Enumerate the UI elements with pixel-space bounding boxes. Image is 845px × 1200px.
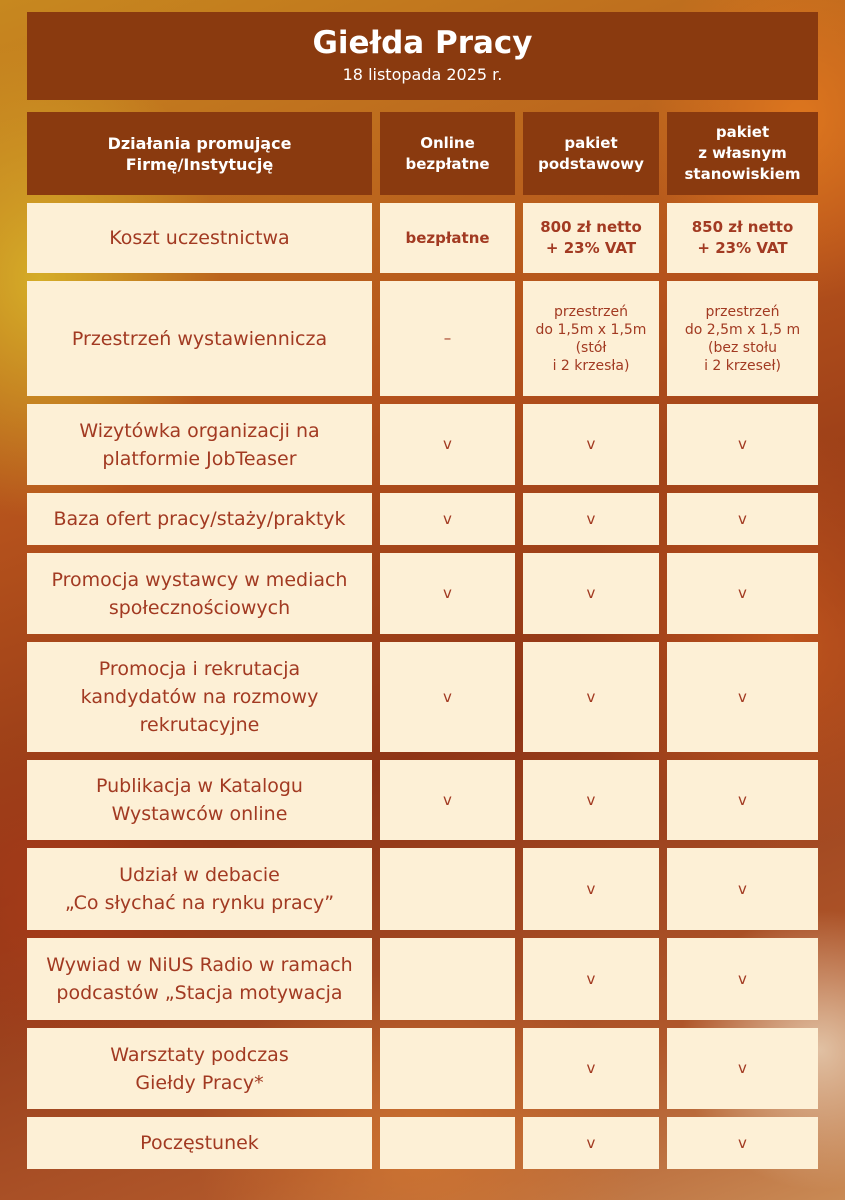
cell-online [380,938,515,1020]
cell-stand: v [667,1028,818,1109]
cell-basic: v [523,1028,659,1109]
cell-basic: v [523,938,659,1020]
row-label: Wywiad w NiUS Radio w ramach podcastów „Stacja motywacja [27,938,372,1020]
row-label: Przestrzeń wystawiennicza [27,281,372,396]
cell-basic: v [523,493,659,545]
cell-basic: v [523,1117,659,1169]
cell-online [380,1117,515,1169]
pricing-table [27,112,818,1169]
cell-stand: v [667,938,818,1020]
cell-online: v [380,553,515,634]
column-header-online: Online bezpłatne [380,112,515,195]
page-header [27,12,818,100]
row-label: Warsztaty podczas Giełdy Pracy* [27,1028,372,1109]
cell-online: v [380,404,515,485]
row-label: Udział w debacie „Co słychać na rynku pracy” [27,848,372,930]
cell-stand: 850 zł netto + 23% VAT [667,203,818,273]
cell-stand: v [667,760,818,840]
row-label: Promocja wystawcy w mediach społecznościowych [27,553,372,634]
cell-basic: przestrzeń do 1,5m x 1,5m (stół i 2 krzesła) [523,281,659,396]
cell-stand: v [667,493,818,545]
column-header-activities: Działania promujące Firmę/Instytucję [27,112,372,195]
cell-online [380,848,515,930]
event-date: 18 listopada 2025 r. [342,65,503,84]
cell-stand: v [667,642,818,752]
page-title: Giełda Pracy [312,25,533,61]
cell-basic: v [523,553,659,634]
row-label: Promocja i rekrutacja kandydatów na rozmowy rekrutacyjne [27,642,372,752]
cell-basic: v [523,642,659,752]
cell-online [380,1028,515,1109]
cell-stand: v [667,553,818,634]
cell-online: v [380,493,515,545]
cell-stand: v [667,1117,818,1169]
row-label: Wizytówka organizacji na platformie JobTeaser [27,404,372,485]
cell-stand: przestrzeń do 2,5m x 1,5 m (bez stołu i 2 krzeseł) [667,281,818,396]
row-label: Baza ofert pracy/staży/praktyk [27,493,372,545]
cell-online: – [380,281,515,396]
cell-online: v [380,642,515,752]
column-header-stand: pakiet z własnym stanowiskiem [667,112,818,195]
cell-online: v [380,760,515,840]
row-label: Publikacja w Katalogu Wystawców online [27,760,372,840]
row-label: Poczęstunek [27,1117,372,1169]
row-label: Koszt uczestnictwa [27,203,372,273]
column-header-basic: pakiet podstawowy [523,112,659,195]
cell-basic: 800 zł netto + 23% VAT [523,203,659,273]
cell-online: bezpłatne [380,203,515,273]
cell-basic: v [523,848,659,930]
cell-basic: v [523,404,659,485]
cell-stand: v [667,404,818,485]
cell-stand: v [667,848,818,930]
cell-basic: v [523,760,659,840]
